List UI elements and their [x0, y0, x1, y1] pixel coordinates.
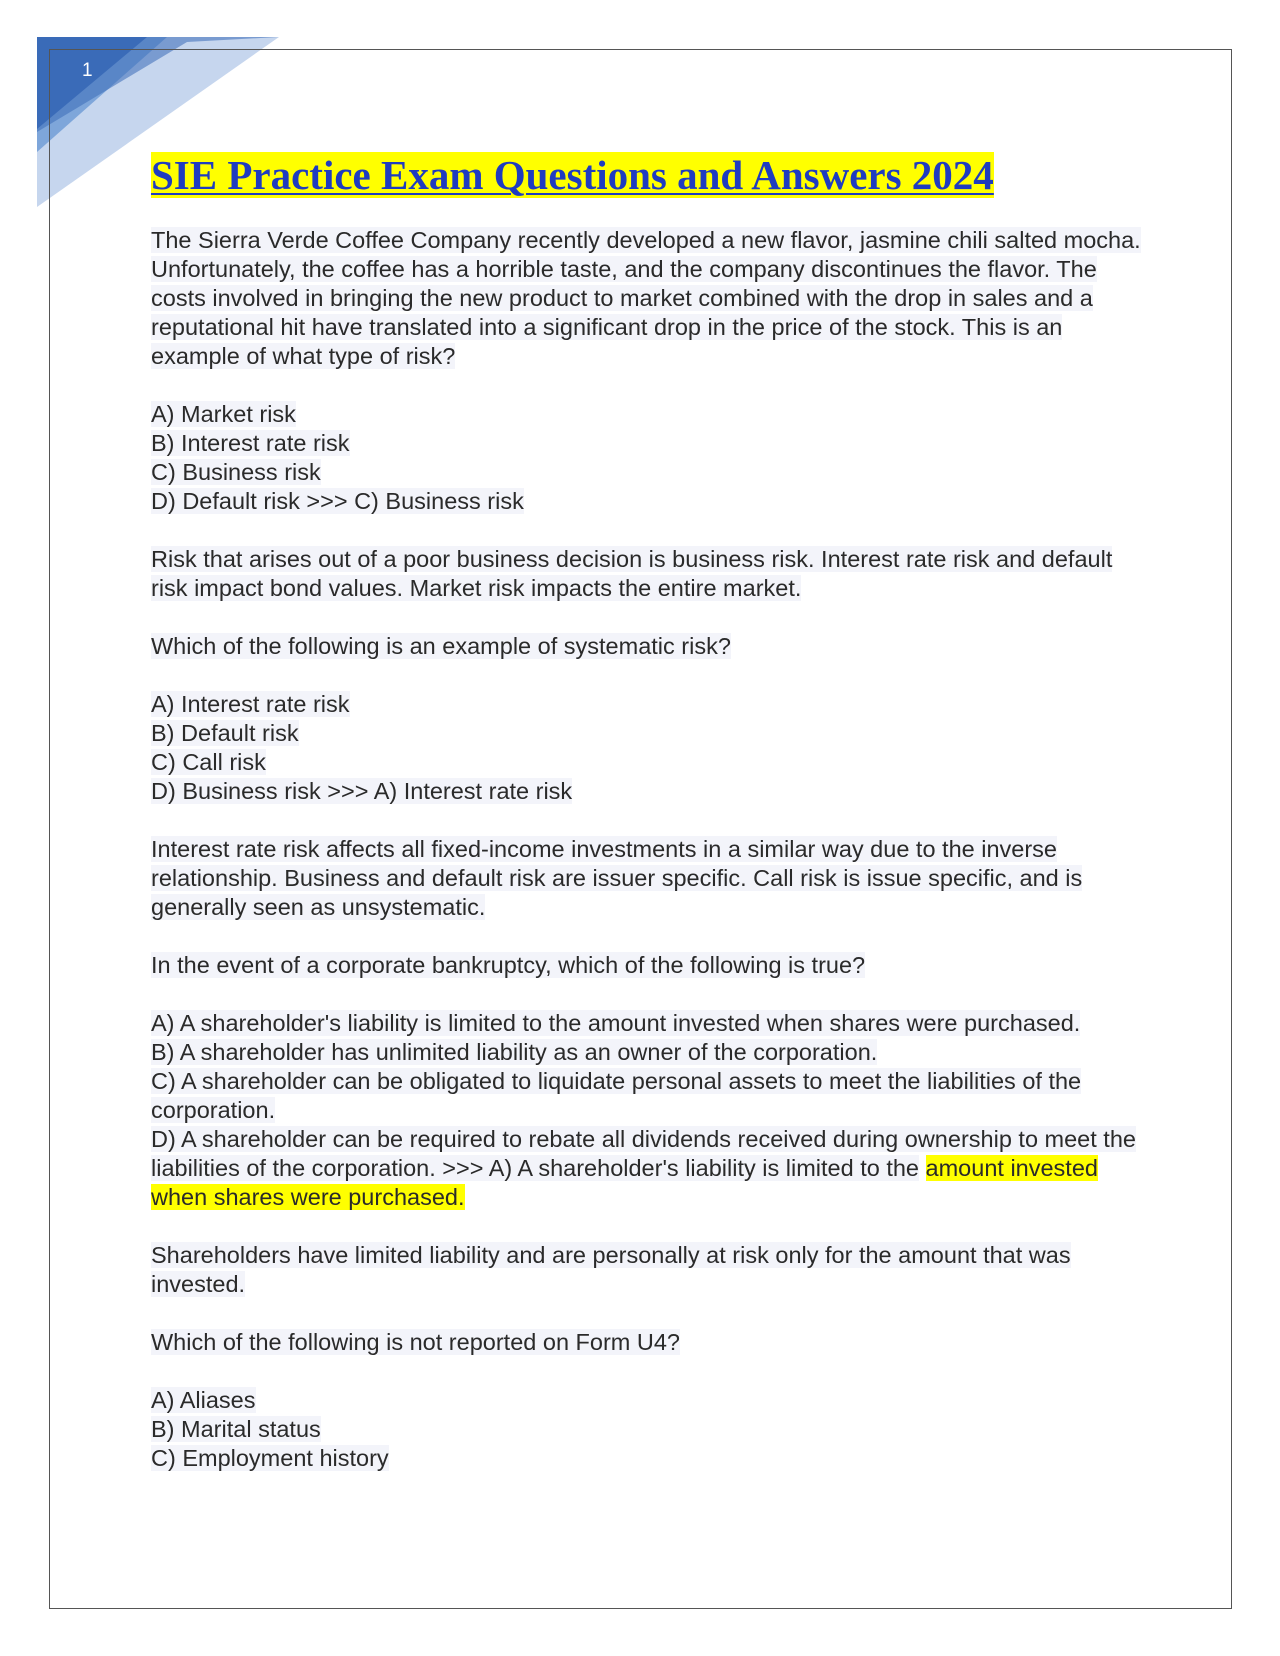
- option-c-text: C) A shareholder can be obligated to liquidate personal assets to meet the liabilities of the corporation.: [151, 1068, 1082, 1124]
- option-b-text: B) Default risk: [151, 720, 299, 747]
- question-2-explanation: [151, 835, 1141, 922]
- title-text: SIE Practice Exam Questions and Answers 2024: [151, 152, 994, 198]
- option-d-text: D) Business risk >>> A) Interest rate risk: [151, 778, 573, 805]
- question-1: [151, 226, 1141, 371]
- option-a: [151, 690, 1141, 719]
- question-3-options: [151, 1009, 1141, 1212]
- question-3: [151, 951, 1141, 980]
- option-d-text: D) A shareholder can be required to rebate all dividends received during ownership to meet the liabilities of the corporation. >>> A) A shareholder's liability is limited to the: [151, 1126, 1136, 1182]
- option-a: [151, 1009, 1141, 1038]
- highlighted-answer: amount invested when shares were purchased.: [151, 1155, 1098, 1211]
- question-2: [151, 632, 1141, 661]
- option-c: [151, 748, 1141, 777]
- question-4: [151, 1328, 1141, 1357]
- option-a: [151, 400, 1141, 429]
- option-a-text: A) Interest rate risk: [151, 691, 350, 718]
- option-b-text: B) Interest rate risk: [151, 430, 350, 457]
- option-a-text: A) Market risk: [151, 401, 296, 428]
- question-1-explanation: [151, 545, 1141, 603]
- question-4-text: Which of the following is not reported on Form U4?: [151, 1329, 681, 1356]
- option-d-answer: [151, 487, 1141, 516]
- page-number: 1: [82, 60, 93, 81]
- question-3-explanation: [151, 1241, 1141, 1299]
- option-d-answer: [151, 777, 1141, 806]
- option-c-text: C) Business risk: [151, 459, 321, 486]
- option-b-text: B) Marital status: [151, 1416, 321, 1443]
- document-body: [151, 150, 1141, 1502]
- option-c-text: C) Employment history: [151, 1445, 389, 1472]
- option-b: [151, 429, 1141, 458]
- explanation-text: Risk that arises out of a poor business decision is business risk. Interest rate risk and default risk impact bond values. Market risk impacts the entire market.: [151, 546, 1113, 602]
- option-c: [151, 1067, 1141, 1125]
- option-c: [151, 1444, 1141, 1473]
- question-1-text: The Sierra Verde Coffee Company recently developed a new flavor, jasmine chili salted mocha. Unfortunately, the coffee has a horrible taste, and the company discontinues the flavor. The costs involved in bringing the new product to market combined with the drop in sales and a reputational hit have translated into a significant drop in the price of the stock. This is an example of what type of risk?: [151, 227, 1141, 370]
- explanation-text: Shareholders have limited liability and are personally at risk only for the amount that was invested.: [151, 1242, 1071, 1298]
- option-c: [151, 458, 1141, 487]
- option-a-text: A) Aliases: [151, 1387, 256, 1414]
- option-b-text: B) A shareholder has unlimited liability as an owner of the corporation.: [151, 1039, 878, 1066]
- option-a: [151, 1386, 1141, 1415]
- question-4-options: [151, 1386, 1141, 1473]
- question-1-options: [151, 400, 1141, 516]
- question-2-text: Which of the following is an example of systematic risk?: [151, 633, 731, 660]
- option-d-text: D) Default risk >>> C) Business risk: [151, 488, 524, 515]
- option-b: [151, 719, 1141, 748]
- question-2-options: [151, 690, 1141, 806]
- document-title: [151, 150, 1141, 201]
- question-3-text: In the event of a corporate bankruptcy, which of the following is true?: [151, 952, 866, 979]
- option-d-answer: [151, 1125, 1141, 1212]
- option-c-text: C) Call risk: [151, 749, 266, 776]
- option-b: [151, 1038, 1141, 1067]
- option-b: [151, 1415, 1141, 1444]
- explanation-text: Interest rate risk affects all fixed-income investments in a similar way due to the inverse relationship. Business and default risk are issuer specific. Call risk is issue specific, and is generally seen as unsystematic.: [151, 836, 1083, 921]
- option-a-text: A) A shareholder's liability is limited to the amount invested when shares were purchased.: [151, 1010, 1081, 1037]
